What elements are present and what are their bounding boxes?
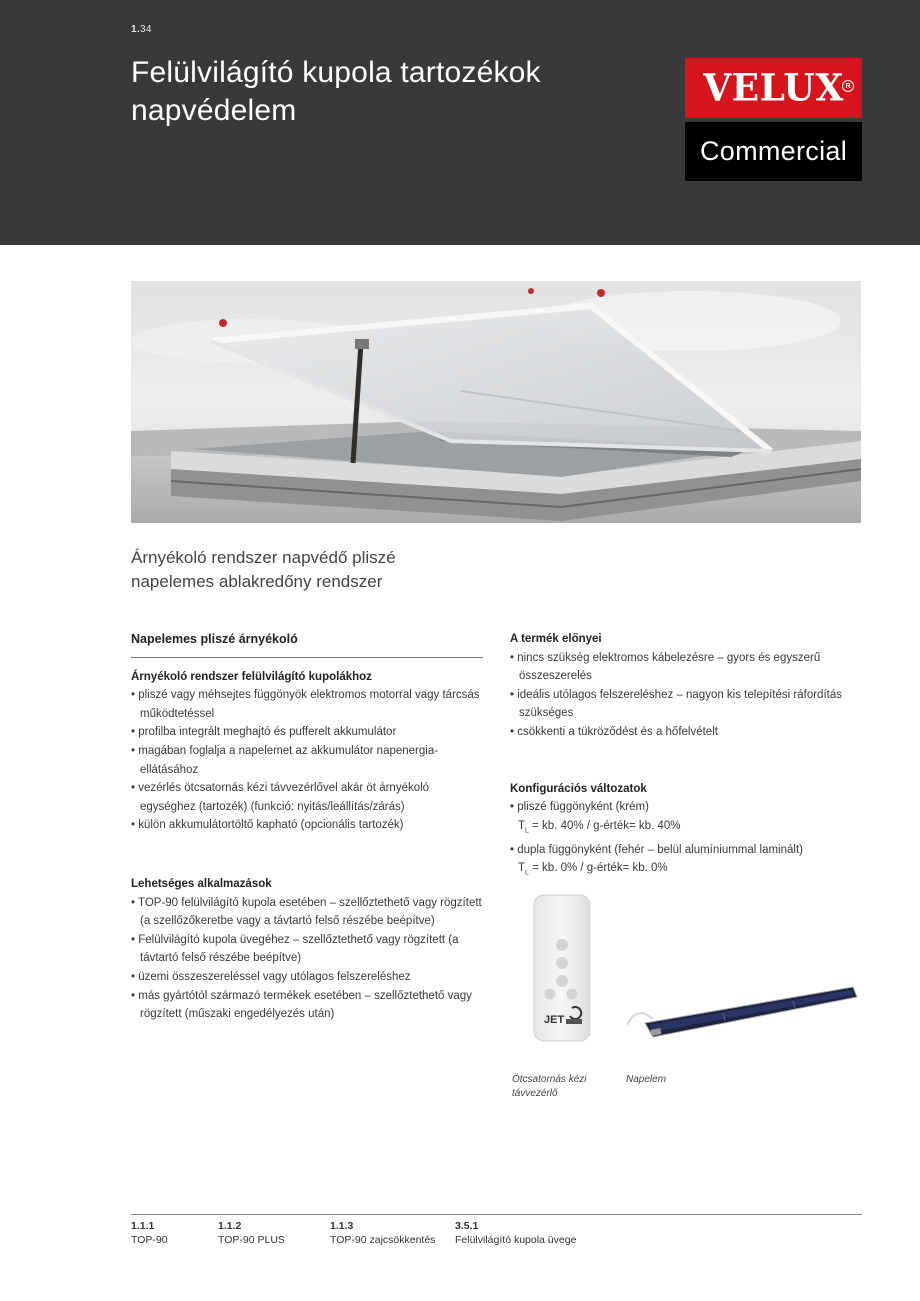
config-list bbox=[510, 798, 862, 817]
list-item: • más gyártótól származó termékek esetében – szellőztethető vagy rögzített (műszaki engedélyezés után) bbox=[131, 987, 483, 1024]
logo-brand-text: VELUX bbox=[703, 65, 844, 111]
panel-caption: Napelem bbox=[626, 1074, 667, 1085]
section-subtitle: Árnyékoló rendszer napvédő pliszé napelemes ablakredőny rendszer bbox=[131, 548, 396, 591]
hero-photo-skylight bbox=[131, 281, 861, 523]
list-item: • pliszé függönyként (krém) bbox=[510, 798, 862, 817]
logo-red-block bbox=[685, 58, 862, 118]
remote-control-image bbox=[532, 893, 592, 1043]
list-item: • dupla függönyként (fehér – belül alumíniummal laminált) bbox=[510, 841, 862, 860]
section-heading: Lehetséges alkalmazások bbox=[131, 877, 272, 890]
footer-divider bbox=[131, 1214, 862, 1215]
list-item: • ideális utólagos felszereléshez – nagyon kis telepítési ráfordítás szükséges bbox=[510, 686, 862, 723]
footer-link[interactable]: 1.1.1 TOP-90 bbox=[131, 1220, 168, 1246]
header-band bbox=[0, 0, 920, 245]
column-heading: Napelemes pliszé árnyékoló bbox=[131, 630, 483, 658]
section-heading: A termék előnyei bbox=[510, 633, 602, 645]
page-title: Felülvilágító kupola tartozékok napvédelem bbox=[131, 56, 541, 127]
footer-link[interactable]: 1.1.2 TOP-90 PLUS bbox=[218, 1220, 285, 1246]
solar-panel-image bbox=[623, 985, 859, 1045]
feature-list bbox=[131, 686, 483, 835]
footer-link[interactable]: 1.1.3 TOP-90 zajcsökkentés bbox=[330, 1220, 436, 1246]
config-list bbox=[510, 841, 862, 860]
right-column bbox=[510, 630, 862, 883]
config-values: $T_L$ = kb. 40% / g-érték= kb. 40% bbox=[518, 819, 681, 835]
applications-list bbox=[131, 894, 483, 1024]
list-item: • üzemi összeszereléssel vagy utólagos felszereléshez bbox=[131, 968, 483, 987]
remote-caption: Ötcsatornás kézi távvezérlő bbox=[512, 1074, 587, 1099]
skylight-illustration bbox=[131, 281, 861, 523]
logo-sub-text: Commercial bbox=[699, 136, 848, 166]
list-item: • TOP-90 felülvilágító kupola esetében – szellőztethető vagy rögzített (a szellőzőkeretbe vagy a távtartó felső részébe beépítve) bbox=[131, 894, 483, 931]
list-item: • nincs szükség elektromos kábelezésre – gyors és egyszerű összeszerelés bbox=[510, 649, 862, 686]
section-heading: Árnyékoló rendszer felülvilágító kupolákhoz bbox=[131, 670, 372, 683]
list-item: • csökkenti a tükröződést és a hőfelvételt bbox=[510, 723, 862, 742]
section-heading: Konfigurációs változatok bbox=[510, 782, 647, 795]
list-item: • magában foglalja a napelemet az akkumulátor napenergia-ellátásához bbox=[131, 742, 483, 779]
logo-black-block bbox=[685, 122, 862, 181]
list-item: • Felülvilágító kupola üvegéhez – szellőztethető vagy rögzített (a távtartó felső részébe beépítve) bbox=[131, 931, 483, 968]
left-column bbox=[131, 630, 483, 1024]
velux-commercial-logo bbox=[685, 58, 862, 181]
footer-link[interactable]: 3.5.1 Felülvilágító kupola üvege bbox=[455, 1220, 577, 1246]
list-item: • profilba integrált meghajtó és pufferelt akkumulátor bbox=[131, 723, 483, 742]
benefits-list bbox=[510, 649, 862, 742]
remote-label: JET bbox=[544, 1014, 565, 1026]
registered-mark: R bbox=[842, 80, 854, 92]
page-number: 1.34 bbox=[131, 24, 152, 35]
list-item: • pliszé vagy méhsejtes függönyök elektromos motorral vagy tárcsás működtetéssel bbox=[131, 686, 483, 723]
list-item: • külön akkumulátortöltő kapható (opcionális tartozék) bbox=[131, 816, 483, 835]
list-item: • vezérlés ötcsatornás kézi távvezérlővel akár öt árnyékoló egységhez (tartozék) (funkció: nyitás/leállítás/zárás) bbox=[131, 779, 483, 816]
config-values: $T_L$ = kb. 0% / g-érték= kb. 0% bbox=[518, 862, 668, 877]
